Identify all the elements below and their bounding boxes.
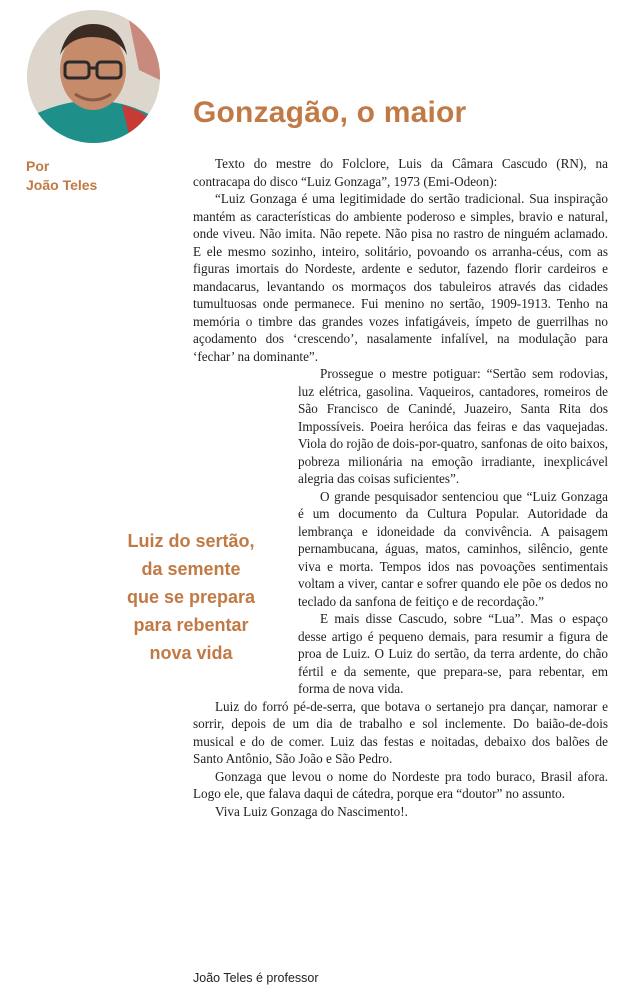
pull-quote-line: Luiz do sertão, xyxy=(127,531,255,551)
article-paragraph: E mais disse Cascudo, sobre “Lua”. Mas o espaço desse artigo é pequeno demais, para resumir a figura de proa de Luiz. O Luiz do sertão, da terra ardente, do chão fértil e da semente, que prepara-se, para rebentar, em forma de nova vida. xyxy=(298,611,608,696)
article-title: Gonzagão, o maior xyxy=(193,96,467,129)
article-body xyxy=(193,155,608,820)
byline-author: João Teles xyxy=(26,177,98,193)
pull-quote-line: nova vida xyxy=(149,643,233,663)
author-note: João Teles é professor xyxy=(193,971,319,985)
article-paragraph: Viva Luiz Gonzaga do Nascimento!. xyxy=(215,803,408,819)
pull-quote-line: para rebentar xyxy=(133,615,249,635)
article-paragraph: Prossegue o mestre potiguar: “Sertão sem rodovias, luz elétrica, gasolina. Vaqueiros, cantadores, romeiros de São Francisco de Canindé, Juazeiro, Santa Rita dos Impossíveis. Poeira heróica das feiras e das vaquejadas. Viola do rojão de dois-por-quatro, sanfonas de oito baixos, pobreza milionária na emoção irradiante, inexplicável alegria das coisas suficientes”. xyxy=(298,366,608,486)
byline-prefix: Por xyxy=(26,158,50,174)
article-paragraph: O grande pesquisador sentenciou que “Luiz Gonzaga é um documento da Cultura Popular. Autoridade da lembrança e idoneidade da convivência. A paisagem pernambucana, águas, matos, caminhos, silêncio, gente viva e morta. Tempos idos nas povoações sentimentais voltam a viver, cantar e sofrer quando ele põe os dedos no teclado da sanfona de feitiço e de recordação.” xyxy=(298,488,608,609)
article-paragraph: Gonzaga que levou o nome do Nordeste pra todo buraco, Brasil afora. Logo ele, que falava daqui de cátedra, porque era “doutor” no assunto. xyxy=(193,768,608,801)
article-paragraph: “Luiz Gonzaga é uma legitimidade do sertão tradicional. Sua inspiração mantém as características do ambiente poderoso e simples, bravio e natural, onde viveu. Não imita. Não repete. Não pisa no rastro de ninguém aclamado. E ele mesmo sozinho, inteiro, solitário, povoando os arranha-céus, com as figuras imortais do Nordeste, ardente e sedutor, fazendo florir cardeiros e mandacarus, levantando os mormaços dos tabuleiros através das cidades tumultuosas onde permanece. Fui menino no sertão, 1909-1913. Tenho na memória o timbre das grandes vozes infatigáveis, ímpeto de guerrilhas no açodamento dos ‘crescendo’, nasalamente infalível, na modulação para ‘fechar’ na dominante”. xyxy=(193,191,608,364)
pull-quote-line: da semente xyxy=(141,559,241,579)
article-paragraph: Luiz do forró pé-de-serra, que botava o sertanejo pra dançar, namorar e sorrir, depois de um dia de trabalho e sol inclemente. Do baião-de-dois musical e do de comer. Luiz das festas e noitadas, debaixo dos balões de Santo Antônio, São João e São Pedro. xyxy=(193,698,608,766)
pull-quote-line: que se prepara xyxy=(126,587,256,607)
byline xyxy=(26,157,97,195)
author-photo xyxy=(27,10,160,143)
article-paragraph: Texto do mestre do Folclore, Luis da Câmara Cascudo (RN), na contracapa do disco “Luiz Gonzaga”, 1973 (Emi-Odeon): xyxy=(193,156,608,189)
